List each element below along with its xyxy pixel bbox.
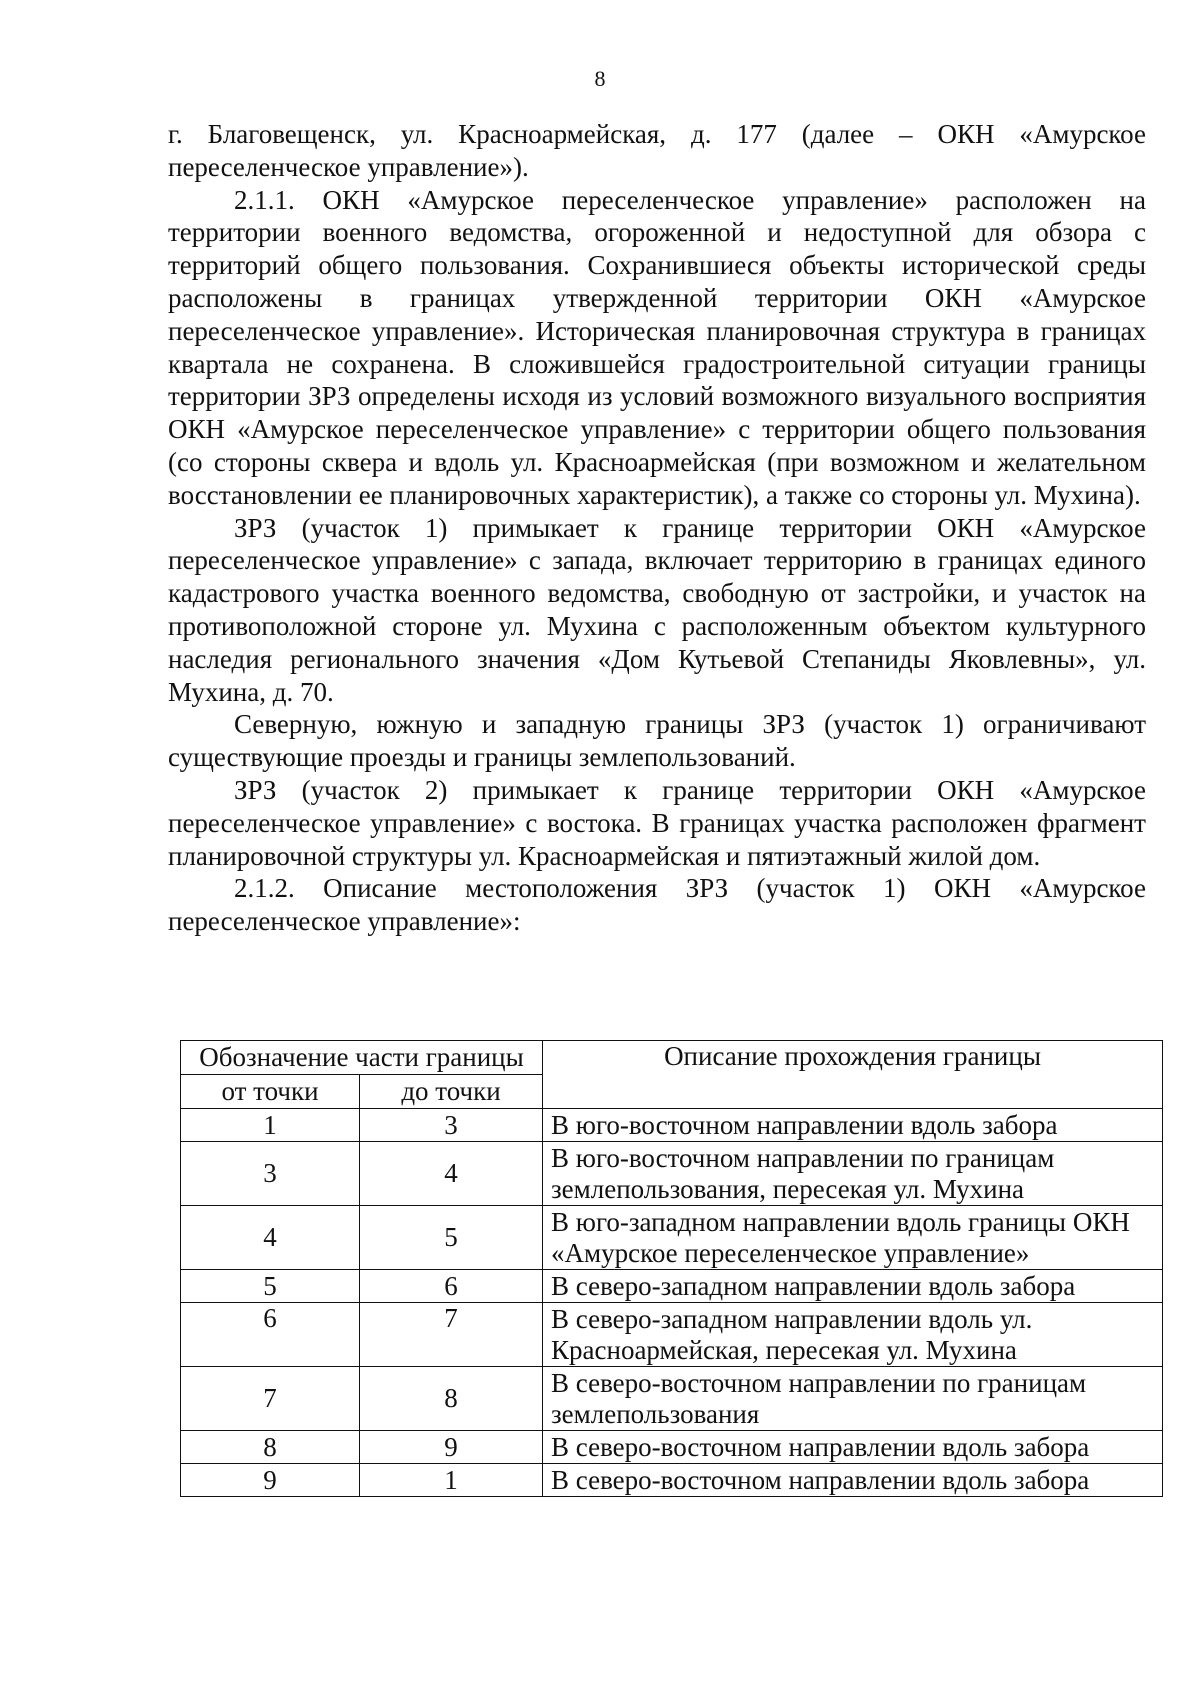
- document-body: [168, 118, 1146, 938]
- from-point-cell: 4: [181, 1206, 360, 1270]
- description-cell: В северо-восточном направлении вдоль забора: [543, 1464, 1163, 1497]
- table-row: [181, 1464, 1163, 1497]
- table-row: [181, 1303, 1163, 1367]
- to-point-cell: 7: [360, 1303, 543, 1367]
- from-point-cell: 6: [181, 1303, 360, 1367]
- table-row: [181, 1206, 1163, 1270]
- paragraph: Северную, южную и западную границы ЗРЗ (участок 1) ограничивают существующие проезды и границы землепользований.: [168, 709, 1146, 773]
- table-row: [181, 1431, 1163, 1464]
- table-row: [181, 1109, 1163, 1142]
- paragraph: 2.1.2. Описание местоположения ЗРЗ (участок 1) ОКН «Амурское переселенческое управление»:: [168, 873, 1146, 937]
- description-cell: В юго-восточном направлении по границам землепользования, пересекая ул. Мухина: [543, 1142, 1163, 1206]
- to-point-cell: 8: [360, 1367, 543, 1431]
- to-point-cell: 9: [360, 1431, 543, 1464]
- from-point-cell: 5: [181, 1270, 360, 1303]
- description-cell: В северо-западном направлении вдоль забора: [543, 1270, 1163, 1303]
- description-cell: В северо-западном направлении вдоль ул. Красноармейская, пересекая ул. Мухина: [543, 1303, 1163, 1367]
- to-point-cell: 5: [360, 1206, 543, 1270]
- table-row: [181, 1270, 1163, 1303]
- description-cell: В юго-восточном направлении вдоль забора: [543, 1109, 1163, 1142]
- from-point-cell: 9: [181, 1464, 360, 1497]
- to-point-cell: 4: [360, 1142, 543, 1206]
- from-point-cell: 8: [181, 1431, 360, 1464]
- from-point-cell: 1: [181, 1109, 360, 1142]
- paragraph: г. Благовещенск, ул. Красноармейская, д. 177 (далее – ОКН «Амурское переселенческое управление»).: [168, 119, 1146, 182]
- description-cell: В северо-восточном направлении по границам землепользования: [543, 1367, 1163, 1431]
- table-row: [181, 1367, 1163, 1431]
- header-description: Описание прохождения границы: [543, 1041, 1163, 1109]
- header-boundary-part: Обозначение части границы: [181, 1041, 543, 1075]
- page-number: 8: [594, 66, 606, 91]
- to-point-cell: 6: [360, 1270, 543, 1303]
- from-point-cell: 7: [181, 1367, 360, 1431]
- header-to-point: до точки: [360, 1075, 543, 1109]
- table-row: [181, 1142, 1163, 1206]
- paragraph: ЗРЗ (участок 2) примыкает к границе территории ОКН «Амурское переселенческое управление» с востока. В границах участка расположен фрагмент планировочной структуры ул. Красноармейская и пятиэтажный жилой дом.: [168, 774, 1146, 871]
- description-cell: В юго-западном направлении вдоль границы ОКН «Амурское переселенческое управление»: [543, 1206, 1163, 1270]
- to-point-cell: 1: [360, 1464, 543, 1497]
- header-from-point: от точки: [181, 1075, 360, 1109]
- to-point-cell: 3: [360, 1109, 543, 1142]
- table-header-row: [181, 1041, 1163, 1075]
- from-point-cell: 3: [181, 1142, 360, 1206]
- paragraph: 2.1.1. ОКН «Амурское переселенческое управление» расположен на территории военного ведомства, огороженной и недоступной для обзора с территорий общего пользования. Сохранившиеся объекты исторической среды расположены в границах утвержденной территории ОКН «Амурское переселенческое управление». Историческая планировочная структура в границах квартала не сохранена. В сложившейся градостроительной ситуации границы территории ЗРЗ определены исходя из условий возможного визуального восприятия ОКН «Амурское переселенческое управление» с территории общего пользования (со стороны сквера и вдоль ул. Красноармейская (при возможном и желательном восстановлении ее планировочных характеристик), а также со стороны ул. Мухина).: [168, 184, 1146, 510]
- boundary-table: [180, 1040, 1163, 1497]
- paragraph: ЗРЗ (участок 1) примыкает к границе территории ОКН «Амурское переселенческое управление» с запада, включает территорию в границах единого кадастрового участка военного ведомства, свободную от застройки, и участок на противоположной стороне ул. Мухина с расположенным объектом культурного наследия регионального значения «Дом Кутьевой Степаниды Яковлевны», ул. Мухина, д. 70.: [168, 512, 1146, 707]
- description-cell: В северо-восточном направлении вдоль забора: [543, 1431, 1163, 1464]
